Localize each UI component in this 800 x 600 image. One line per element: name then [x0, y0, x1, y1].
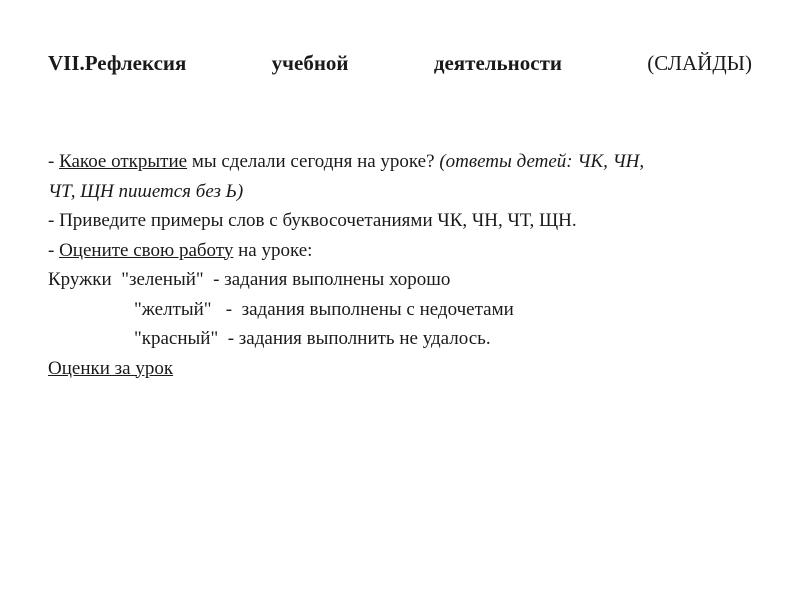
answer-line-1: (ответы детей: ЧК, ЧН,	[439, 151, 645, 172]
heading-word-2: учебной	[271, 51, 349, 75]
question-evaluate-text: на уроке:	[233, 239, 313, 261]
question-examples: - Приведите примеры слов с буквосочетаниями ЧК, ЧН, ЧТ, ЩН.	[48, 210, 577, 231]
heading-word-1: VII.Рефлексия	[48, 51, 187, 75]
circle-yellow-line: "желтый" - задания выполнены с недочетами	[134, 298, 514, 320]
circle-red-line: "красный" - задания выполнить не удалось.	[134, 328, 491, 349]
answer-line-2: ЧТ, ЩН пишется без Ь)	[48, 180, 244, 202]
question-evaluate	[48, 236, 754, 266]
question-evaluate-underlined: Оцените свою работу	[59, 239, 234, 261]
heading-word-3: деятельности	[433, 51, 562, 75]
question-discovery-line1	[48, 147, 754, 177]
grades-link[interactable]: Оценки за урок	[48, 357, 174, 379]
grades-line	[48, 354, 754, 384]
slide-body	[48, 147, 754, 383]
question-discovery-dash: -	[48, 151, 60, 172]
circle-green-line: Кружки "зеленый" - задания выполнены хорошо	[48, 269, 451, 290]
heading-word-4: (СЛАЙДЫ)	[647, 51, 752, 75]
question-evaluate-dash: -	[48, 239, 60, 261]
question-discovery-underlined: Какое открытие	[59, 151, 188, 172]
slide-heading	[48, 48, 752, 78]
question-discovery-text: мы сделали сегодня на уроке?	[187, 151, 440, 172]
